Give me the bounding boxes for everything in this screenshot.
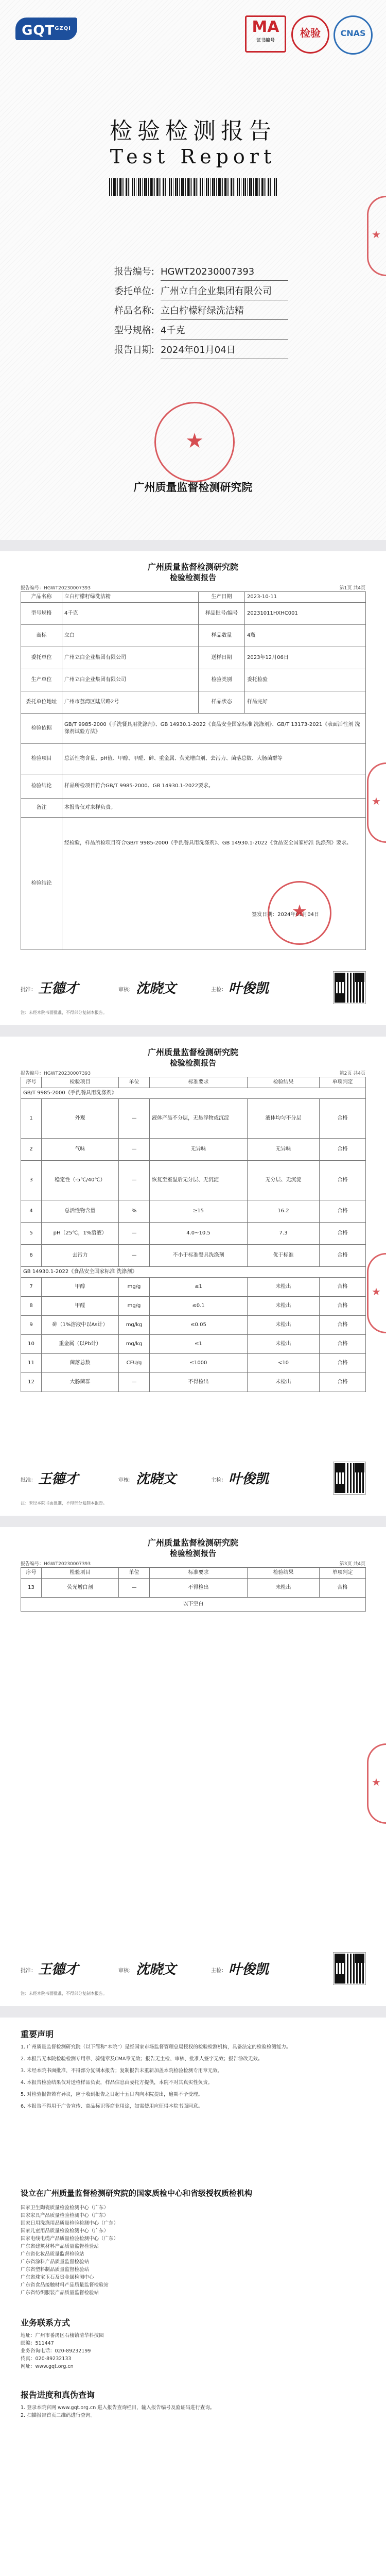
- footer-note: 注：未经本院书面批准，不得部分复制本报告。: [21, 1501, 107, 1505]
- field-label: 样品名称:: [114, 306, 154, 316]
- table-row: [21, 1297, 366, 1316]
- contact-phone: 业务咨询电话：020-89232199: [21, 2348, 91, 2354]
- gqt-logo: $GQT^{GZQI}$: [15, 18, 77, 40]
- cell: 样品完好: [245, 691, 366, 714]
- section-cell: GB/T 9985-2000《手洗餐具用洗涤剂》: [21, 1088, 366, 1099]
- report-number: 报告编号：HGWT20230007393: [21, 586, 91, 591]
- cell: 委托检验: [245, 669, 366, 691]
- cell: 12: [21, 1373, 42, 1392]
- reviewer-signature: 沈晓文: [136, 1962, 177, 1977]
- table-row: [21, 1278, 366, 1297]
- qr-code: [334, 1953, 365, 1985]
- statement-paragraphs: [21, 2043, 364, 2110]
- cell: 13: [21, 1579, 42, 1598]
- cell: 重金属（以Pb计）: [42, 1335, 119, 1354]
- section-cell: GB 14930.1-2022《食品安全国家标准 洗涤剂》: [21, 1267, 366, 1278]
- cell: 总活性物含量: [42, 1200, 119, 1223]
- red-seal-stamp: ★: [154, 402, 235, 482]
- cell: 4: [21, 1200, 42, 1223]
- tester-label: 主检：: [211, 987, 226, 993]
- cell: 样品数量: [199, 625, 245, 647]
- reviewer-signature: 沈晓文: [136, 1471, 177, 1487]
- cell: 检验依据: [21, 714, 62, 744]
- table-header-row: [21, 1568, 366, 1579]
- centers-list: [21, 2204, 364, 2297]
- cell: mg/kg: [119, 1316, 150, 1335]
- table-row: [21, 1373, 366, 1392]
- field-label: 报告日期:: [114, 345, 154, 355]
- cell: 合格: [320, 1245, 366, 1267]
- table-row: [21, 691, 366, 714]
- query-list: [21, 2404, 364, 2419]
- cell: 总活性物含量、pH值、甲醇、甲醛、砷、重金属、荧光增白剂、去污力、菌落总数、大肠菌群等: [62, 744, 366, 774]
- table-row: [21, 592, 366, 603]
- signature-row: [21, 1464, 365, 1493]
- cell: 检验结论: [21, 774, 62, 799]
- cell: mg/g: [119, 1297, 150, 1316]
- cell: 广州立白企业集团有限公司: [62, 669, 199, 691]
- cell: 未检出: [248, 1278, 320, 1297]
- cell: 生产单位: [21, 669, 62, 691]
- centers-title: 设立在广州质量监督检测研究院的国家质检中心和省级授权质检机构: [21, 2189, 253, 2198]
- cell: ≥15: [150, 1200, 248, 1223]
- cell: 16.2: [248, 1200, 320, 1223]
- cell: 合格: [320, 1579, 366, 1598]
- cell: mg/g: [119, 1278, 150, 1297]
- approver-label: 批准：: [21, 987, 36, 993]
- header-cell: 单项判定: [320, 1077, 366, 1088]
- tester-label: 主检：: [211, 1968, 226, 1974]
- field-label: 型号规格:: [114, 325, 154, 336]
- table-row: [21, 1335, 366, 1354]
- cell: 液体产品不分层，无悬浮物或沉淀: [150, 1099, 248, 1139]
- cell: 样品状态: [199, 691, 245, 714]
- cell: CFU/g: [119, 1354, 150, 1373]
- list-item: 广东省化妆品质量监督检验站: [21, 2251, 84, 2257]
- cell: 砷（1%溶液中以As计）: [42, 1316, 119, 1335]
- report-number: 报告编号：HGWT20230007393: [21, 1562, 91, 1567]
- field-label: 委托单位:: [114, 286, 154, 297]
- table-row: [21, 1139, 366, 1161]
- cell: 5: [21, 1223, 42, 1245]
- field-value: 4千克: [161, 323, 288, 340]
- cell: 未检出: [248, 1373, 320, 1392]
- query-step: 2. 扫描报告首页二维码进行查询。: [21, 2413, 96, 2418]
- cell: 商标: [21, 625, 62, 647]
- header-cell: 单位: [119, 1568, 150, 1579]
- table-row: [21, 1316, 366, 1335]
- cell: —: [119, 1099, 150, 1139]
- certification-badges: [245, 15, 374, 52]
- tester-signature: 叶俊凯: [229, 1962, 269, 1977]
- qr-code: [334, 972, 365, 1004]
- report-org: 广州质量监督检测研究院: [147, 1538, 238, 1548]
- table-row: [21, 1200, 366, 1223]
- approver-signature: 王德才: [38, 1962, 79, 1977]
- cell: 本报告仅对来样负责。: [62, 799, 366, 818]
- cell: 11: [21, 1354, 42, 1373]
- contact-website[interactable]: 网址：www.gqt.org.cn: [21, 2364, 74, 2369]
- header-cell: 单位: [119, 1077, 150, 1088]
- header-cell: 检验结果: [248, 1077, 320, 1088]
- report-org: 广州质量监督检测研究院: [147, 1047, 238, 1057]
- cell: 检验项目: [21, 744, 62, 774]
- table-header-row: [21, 1077, 366, 1088]
- cma-badge: MA 证书编号: [245, 15, 286, 53]
- query-step: 1. 登录本院官网 www.gqt.org.cn 进入报告查询栏目，输入报告编号及验证码进行查询。: [21, 2405, 215, 2411]
- cell: 4瓶: [245, 625, 366, 647]
- list-item: 广东省纺织服装产品质量监督检验站: [21, 2290, 99, 2296]
- cell: 委托单位地址: [21, 691, 62, 714]
- section-row: [21, 1267, 366, 1278]
- cell: 合格: [320, 1373, 366, 1392]
- cal-badge: 检验: [291, 15, 329, 54]
- cell: 7: [21, 1278, 42, 1297]
- cell: 2023-10-11: [245, 592, 366, 603]
- cell: 不小于标准餐具洗涤剂: [150, 1245, 248, 1267]
- edge-seal-stamp: ★: [367, 1743, 386, 1824]
- cell: 样品批号/编号: [199, 603, 245, 625]
- cell: 菌落总数: [42, 1354, 119, 1373]
- table-row: [21, 1223, 366, 1245]
- field-value: HGWT20230007393: [161, 264, 288, 281]
- cover-organization: 广州质量监督检测研究院: [133, 481, 253, 494]
- cell: 4千克: [62, 603, 199, 625]
- cell: 不得检出: [150, 1579, 248, 1598]
- cell: 广州市荔湾区陆居路2号: [62, 691, 199, 714]
- cell: —: [119, 1139, 150, 1161]
- cell: 合格: [320, 1278, 366, 1297]
- cell: —: [119, 1579, 150, 1598]
- cell: ≤1: [150, 1278, 248, 1297]
- cell: 优于标准: [248, 1245, 320, 1267]
- table-row: [21, 1354, 366, 1373]
- cell: 未检出: [248, 1297, 320, 1316]
- approver-label: 批准：: [21, 1968, 36, 1974]
- cell: 生产日期: [199, 592, 245, 603]
- tester-signature: 叶俊凯: [229, 981, 269, 996]
- cell: ≤0.1: [150, 1297, 248, 1316]
- field-value: 立白柠檬籽绿洗洁精: [161, 303, 288, 320]
- header-cell: 检验结果: [248, 1568, 320, 1579]
- cell: 样品所检项目符合GB/T 9985-2000、GB 14930.1-2022要求。: [62, 774, 366, 799]
- table-row: [21, 1598, 366, 1612]
- notice-page: [0, 2018, 386, 2576]
- page-number: 第3页 共4页: [339, 1562, 365, 1567]
- cover-subtitle: Test Report: [110, 145, 276, 168]
- approver-signature: 王德才: [38, 981, 79, 996]
- cell: 恢复至室温后无分层、无沉淀: [150, 1161, 248, 1200]
- tester-signature: 叶俊凯: [229, 1471, 269, 1487]
- table-row: [21, 669, 366, 691]
- cover-field-row: [103, 323, 288, 342]
- cell: —: [119, 1245, 150, 1267]
- cell: 甲醇: [42, 1278, 119, 1297]
- table-row: [21, 1245, 366, 1267]
- cell: 2023年12月06日: [245, 647, 366, 669]
- table-row: [21, 1579, 366, 1598]
- statement-paragraph: 2. 本报告无本院检验检测专用章、骑缝章及CMA章无效；报告无主检、审核、批准人签字无效；报告涂改无效。: [21, 2056, 263, 2062]
- reviewer-label: 审核：: [118, 1478, 134, 1483]
- cell: 甲醛: [42, 1297, 119, 1316]
- cell: <10: [248, 1354, 320, 1373]
- header-cell: 检验项目: [42, 1568, 119, 1579]
- cell: 无异味: [150, 1139, 248, 1161]
- barcode: [109, 178, 277, 196]
- list-item: 国家儿童用品质量检验检测中心（广东）: [21, 2228, 109, 2234]
- cell: 荧光增白剂: [42, 1579, 119, 1598]
- cover-title: 检验检测报告: [110, 118, 276, 144]
- results-table: [21, 1077, 366, 1392]
- report-title: 检验检测报告: [169, 1549, 216, 1558]
- cell: 4.0~10.5: [150, 1223, 248, 1245]
- header-cell: 序号: [21, 1568, 42, 1579]
- statement-paragraph: 1. 广州质量监督检测研究院（以下简称“本院”）是经国家市场监督管理总局授权的检验检测机构，具备法定的检验检测能力。: [21, 2044, 291, 2050]
- statement-paragraph: 4. 本报告检验结果仅对送检样品负责，样品信息由委托方提供，本院不对其真实性负责。: [21, 2080, 213, 2086]
- report-page-3: [0, 1527, 386, 2006]
- reviewer-label: 审核：: [118, 987, 134, 993]
- cell: 合格: [320, 1200, 366, 1223]
- edge-seal-stamp: ★: [367, 196, 386, 276]
- cell: 气味: [42, 1139, 119, 1161]
- cell: 合格: [320, 1297, 366, 1316]
- cell: 立白: [62, 625, 199, 647]
- red-seal-stamp: ★: [268, 881, 331, 945]
- report-page-1: [0, 551, 386, 1025]
- tester-label: 主检：: [211, 1478, 226, 1483]
- statement-paragraph: 3. 未经本院书面批准，不得部分复制本报告；复制报告未重新加盖本院检验检测专用章无效。: [21, 2068, 223, 2074]
- signature-row: [21, 1955, 365, 1984]
- cell: 合格: [320, 1316, 366, 1335]
- cell: GB/T 9985-2000《手洗餐具用洗涤剂》、GB 14930.1-2022《食品安全国家标准 洗涤剂》、GB/T 13173-2021《表面活性剂 洗涤剂试验方法》: [62, 714, 366, 744]
- page-gap: [0, 1516, 386, 1527]
- contact-address: 地址：广州市番禺区石楼镇清华科技园: [21, 2333, 104, 2338]
- cover-field-row: [103, 342, 288, 362]
- report-page-2: [0, 1037, 386, 1516]
- header-cell: 检验项目: [42, 1077, 119, 1088]
- table-row: [21, 647, 366, 669]
- blank-note: 以下空白: [21, 1598, 366, 1612]
- cell: 委托单位: [21, 647, 62, 669]
- cell: ≤0.05: [150, 1316, 248, 1335]
- table-row: [21, 1161, 366, 1200]
- cell: 8: [21, 1297, 42, 1316]
- cell: 合格: [320, 1099, 366, 1139]
- cell: 无分层、无沉淀: [248, 1161, 320, 1200]
- cell: mg/kg: [119, 1335, 150, 1354]
- cell: 10: [21, 1335, 42, 1354]
- edge-seal-stamp: ★: [367, 762, 386, 843]
- page-number: 第1页 共4页: [339, 586, 365, 591]
- conclusion-text: 经检验，样品所检项目符合GB/T 9985-2000《手洗餐具用洗涤剂》、GB 14930.1-2022《食品安全国家标准 洗涤剂》要求。: [64, 840, 352, 846]
- edge-seal-stamp: ★: [367, 1253, 386, 1333]
- cell: 备注: [21, 799, 62, 818]
- header-cell: 标准要求: [150, 1077, 248, 1088]
- field-value: 2024年01月04日: [161, 342, 288, 359]
- page-gap: [0, 1025, 386, 1037]
- list-item: 国家家具产品质量检验检测中心（广东）: [21, 2213, 109, 2218]
- cell: 去污力: [42, 1245, 119, 1267]
- cell: 送样日期: [199, 647, 245, 669]
- cell: 1: [21, 1099, 42, 1139]
- cover-field-row: [103, 303, 288, 323]
- cover-fields: [103, 264, 288, 362]
- table-row: [21, 744, 366, 774]
- cell: 广州立白企业集团有限公司: [62, 647, 199, 669]
- cell: 未检出: [248, 1316, 320, 1335]
- cell: 大肠菌群: [42, 1373, 119, 1392]
- report-org: 广州质量监督检测研究院: [147, 562, 238, 572]
- cell: 合格: [320, 1161, 366, 1200]
- cell: %: [119, 1200, 150, 1223]
- list-item: 国家电线电缆产品质量检验检测中心（广东）: [21, 2236, 119, 2242]
- cover-page: [0, 0, 386, 540]
- cnas-badge: CNAS: [334, 15, 373, 55]
- cell: 20231011HXHC001: [245, 603, 366, 625]
- cell: 6: [21, 1245, 42, 1267]
- contact-postcode: 邮编：511447: [21, 2341, 54, 2346]
- query-title: 报告进度和真伪查询: [21, 2390, 95, 2400]
- contacts-title: 业务联系方式: [21, 2318, 71, 2328]
- cell: 无异味: [248, 1139, 320, 1161]
- cell: 稳定性（-5℃/40℃）: [42, 1161, 119, 1200]
- table-row: [21, 774, 366, 799]
- cell: 合格: [320, 1335, 366, 1354]
- reviewer-label: 审核：: [118, 1968, 134, 1974]
- statement-paragraph: 5. 对检验报告若有异议，应于收到报告之日起十五日内向本院提出，逾期不予受理。: [21, 2092, 203, 2097]
- cell: 未检出: [248, 1579, 320, 1598]
- table-row: [21, 603, 366, 625]
- cell: —: [119, 1223, 150, 1245]
- cover-field-row: [103, 283, 288, 303]
- field-value: 广州立白企业集团有限公司: [161, 283, 288, 300]
- reviewer-signature: 沈晓文: [136, 981, 177, 996]
- cell: 合格: [320, 1223, 366, 1245]
- cell: ≤1: [150, 1335, 248, 1354]
- field-label: 报告编号:: [114, 266, 154, 277]
- table-row: [21, 799, 366, 818]
- cell: 液体均匀不分层: [248, 1099, 320, 1139]
- statement-paragraph: 6. 本报告不得用于广告宣传、商品标识等商业用途，如需使用应征得本院书面同意。: [21, 2104, 203, 2109]
- cell: pH（25℃，1%溶液）: [42, 1223, 119, 1245]
- cell: 产品名称: [21, 592, 62, 603]
- list-item: 国家卫生陶瓷质量检验检测中心（广东）: [21, 2205, 109, 2211]
- cell: 外观: [42, 1099, 119, 1139]
- table-row: [21, 625, 366, 647]
- report-title: 检验检测报告: [169, 573, 216, 582]
- signature-row: [21, 974, 365, 1003]
- footer-note: 注：未经本院书面批准，不得部分复制本报告。: [21, 1010, 107, 1015]
- report-number: 报告编号：HGWT20230007393: [21, 1071, 91, 1076]
- contact-fax: 传真：020-89232133: [21, 2356, 72, 2362]
- issue-date: 签发日期：2024年01月04日: [252, 912, 319, 918]
- table-row: [21, 1099, 366, 1139]
- footer-note: 注：未经本院书面批准，不得部分复制本报告。: [21, 1991, 107, 1996]
- cell: 不得检出: [150, 1373, 248, 1392]
- list-item: 广东省珠宝玉石及贵金属检测中心: [21, 2275, 94, 2280]
- statement-title: 重要声明: [21, 2029, 54, 2039]
- approver-signature: 王德才: [38, 1471, 79, 1487]
- header-cell: 序号: [21, 1077, 42, 1088]
- cell: ≤1000: [150, 1354, 248, 1373]
- list-item: 广东省涂料产品质量监督检验站: [21, 2259, 90, 2265]
- list-item: 广东省塑料制品质量监督检验站: [21, 2267, 90, 2273]
- page-gap: [0, 2006, 386, 2018]
- cell: 立白柠檬籽绿洗洁精: [62, 592, 199, 603]
- list-item: 广东省食品接触材料产品质量监督检验站: [21, 2282, 109, 2288]
- cell: 检验类别: [199, 669, 245, 691]
- cell: 未检出: [248, 1335, 320, 1354]
- list-item: 广东省建筑材料产品质量监督检验站: [21, 2244, 99, 2249]
- header-cell: 标准要求: [150, 1568, 248, 1579]
- cell: 2: [21, 1139, 42, 1161]
- cell: 检验结论: [21, 818, 62, 950]
- section-row: [21, 1088, 366, 1099]
- cell: 9: [21, 1316, 42, 1335]
- cell: —: [119, 1373, 150, 1392]
- approver-label: 批准：: [21, 1478, 36, 1483]
- cell: 合格: [320, 1354, 366, 1373]
- cell: 7.3: [248, 1223, 320, 1245]
- page-gap: [0, 540, 386, 551]
- cover-field-row: [103, 264, 288, 283]
- report-title: 检验检测报告: [169, 1058, 216, 1067]
- contacts-list: [21, 2332, 364, 2370]
- cell: 3: [21, 1161, 42, 1200]
- cell: —: [119, 1161, 150, 1200]
- cell: 合格: [320, 1139, 366, 1161]
- table-row: [21, 714, 366, 744]
- qr-code: [334, 1462, 365, 1494]
- cell: 型号规格: [21, 603, 62, 625]
- header-cell: 单项判定: [320, 1568, 366, 1579]
- list-item: 国家日用洗涤用品质量检验检测中心（广东）: [21, 2221, 119, 2226]
- page-number: 第2页 共4页: [339, 1071, 365, 1076]
- results-table: [21, 1567, 366, 1612]
